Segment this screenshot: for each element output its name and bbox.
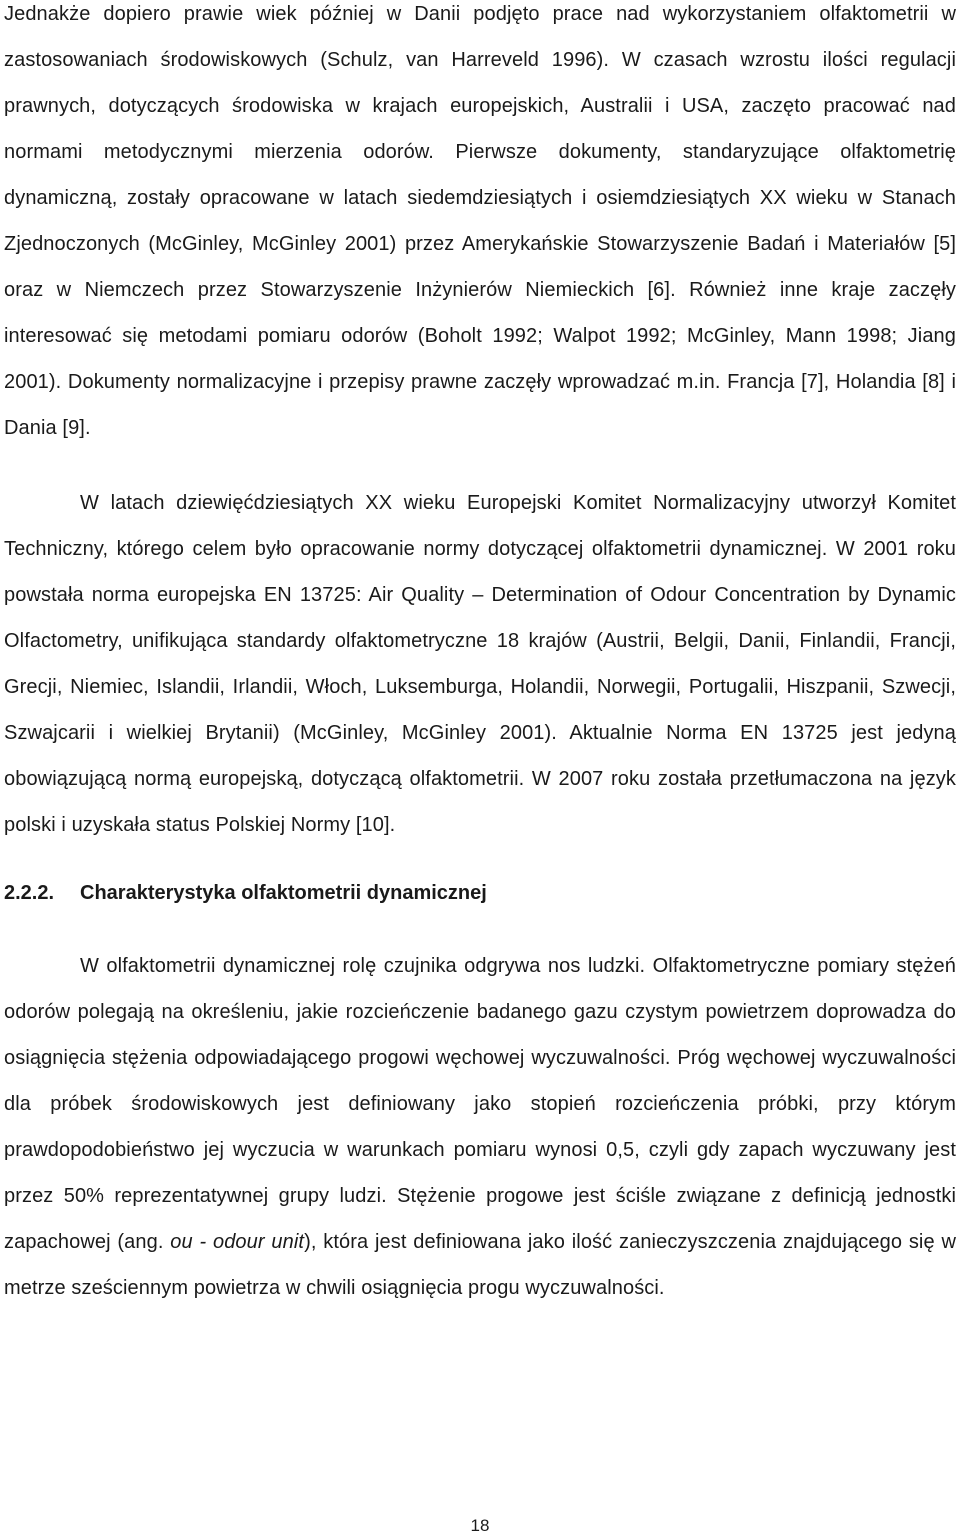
italic-term-odour-unit: ou - odour unit [170, 1231, 305, 1253]
paragraph-en-13725: W latach dziewięćdziesiątych XX wieku Europejski Komitet Normalizacyjny utworzył Komitet Techniczny, którego celem było opracowanie normy dotyczącej olfaktometrii dynamicznej. W 2001 roku powstała norma europejska EN 13725: Air Quality – Determination of Odour Concentration by Dynamic Olfactometry, unifikująca standardy olfaktometryczne 18 krajów (Austrii, Belgii, Danii, Finlandii, Francji, Grecji, Niemiec, Islandii, Irlandii, Włoch, Luksemburga, Holandii, Norwegii, Portugalii, Hiszpanii, Szwecji, Szwajcarii i wielkiej Brytanii) (McGinley, McGinley 2001). Aktualnie Norma EN 13725 jest jedyną obowiązującą normą europejską, dotyczącą olfaktometrii. W 2007 roku została przetłumaczona na język polski i uzyskała status Polskiej Normy [10]. [4, 492, 956, 836]
document-page [4, 0, 956, 1311]
paragraph-text-start: W olfaktometrii dynamicznej rolę czujnika odgrywa nos ludzki. Olfaktometryczne pomiary stężeń odorów polegają na określeniu, jakie rozcieńczenie badanego gazu czystym powietrzem doprowadza do osiągnięcia stężenia odpowiadającego progowi węchowej wyczuwalności. Próg węchowej wyczuwalności dla próbek środowiskowych jest definiowany jako stopień rozcieńczenia próbki, przy którym prawdopodobieństwo jej wyczucia w warunkach pomiaru wynosi 0,5, czyli gdy zapach wyczuwany jest przez 50% reprezentatywnej grupy ludzi. Stężenie progowe jest ściśle związane z definicją jednostki zapachowej (ang. [4, 955, 956, 1253]
paragraph-history-denmark: Jednakże dopiero prawie wiek później w Danii podjęto prace nad wykorzystaniem olfaktometrii w zastosowaniach środowiskowych (Schulz, van Harreveld 1996). W czasach wzrostu ilości regulacji prawnych, dotyczących środowiska w krajach europejskich, Australii i USA, zaczęto pracować nad normami metodycznymi mierzenia odorów. Pierwsze dokumenty, standaryzujące olfaktometrię dynamiczną, zostały opracowane w latach siedemdziesiątych i osiemdziesiątych XX wieku w Stanach Zjednoczonych (McGinley, McGinley 2001) przez Amerykańskie Stowarzyszenie Badań i Materiałów [5] oraz w Niemczech przez Stowarzyszenie Inżynierów Niemieckich [6]. Również inne kraje zaczęły interesować się metodami pomiaru odorów (Boholt 1992; Walpot 1992; McGinley, Mann 1998; Jiang 2001). Dokumenty normalizacyjne i przepisy prawne zaczęły wprowadzać m.in. Francja [7], Holandia [8] i Dania [9]. [4, 3, 956, 439]
paragraph-dynamic-olfactometry [4, 943, 956, 1311]
paragraph-text-end: ), która jest definiowana jako ilość zanieczyszczenia znajdującego się w metrze sześciennym powietrza w chwili osiągnięcia progu wyczuwalności. [4, 1231, 957, 1299]
section-title: Charakterystyka olfaktometrii dynamicznej [80, 882, 487, 904]
section-heading [4, 870, 956, 916]
section-number: 2.2.2. [4, 882, 55, 904]
page-number: 18 [470, 1516, 490, 1535]
